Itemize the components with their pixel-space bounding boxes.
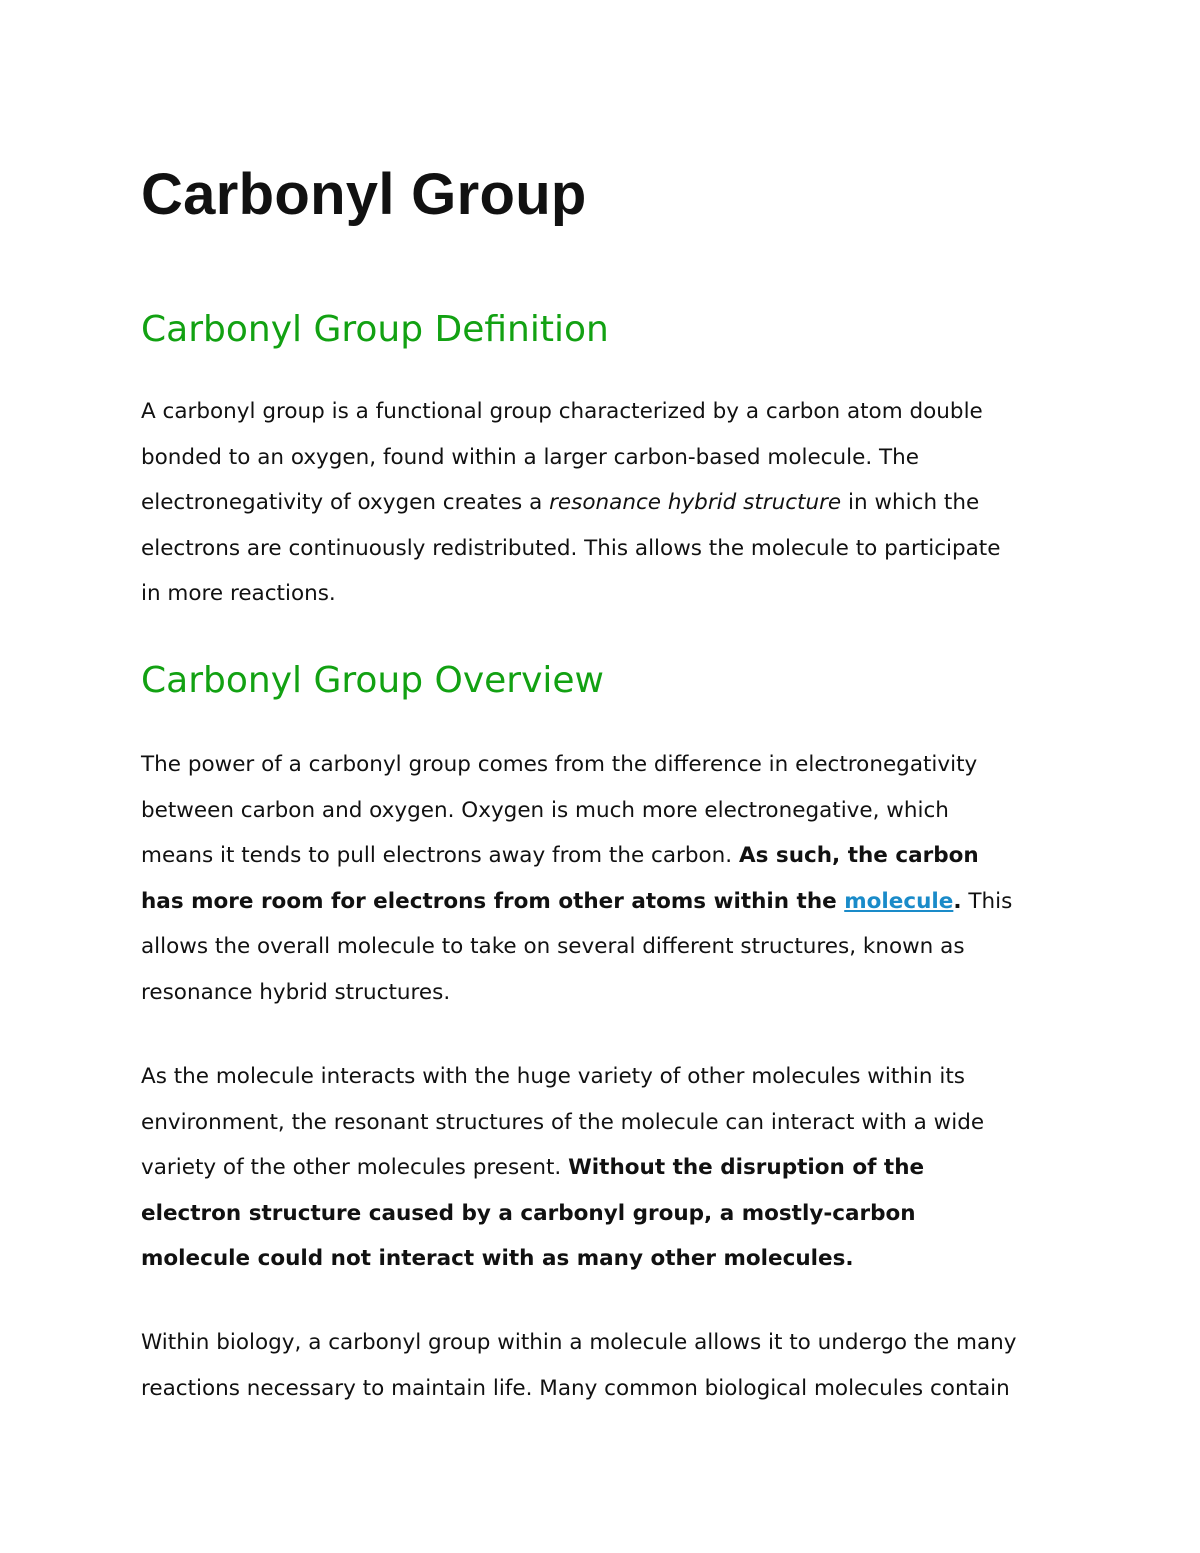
bold-text: . bbox=[953, 888, 962, 914]
paragraph-line: A carbonyl group is a functional group characterized by a carbon atom double bbox=[141, 399, 983, 424]
bold-text: Without the disruption of the bbox=[568, 1155, 925, 1180]
paragraph-line: The power of a carbonyl group comes from the difference in electronegativity bbox=[141, 752, 978, 777]
paragraph-line: between carbon and oxygen. Oxygen is much more electronegative, which bbox=[141, 797, 949, 823]
page-title: Carbonyl Group bbox=[141, 162, 587, 227]
paragraph-line: Within biology, a carbonyl group within a molecule allows it to undergo the many bbox=[141, 1330, 1017, 1355]
bold-text: As such, the carbon bbox=[738, 843, 979, 868]
paragraph-line bbox=[141, 480, 1071, 526]
text-run: variety of the other molecules present. bbox=[141, 1155, 569, 1180]
paragraph-line: electron structure caused by a carbonyl group, a mostly-carbon bbox=[141, 1200, 916, 1226]
overview-paragraph-3 bbox=[141, 1320, 1071, 1411]
paragraph-line: reactions necessary to maintain life. Many common biological molecules contain bbox=[141, 1375, 1010, 1401]
text-run: means it tends to pull electrons away from the carbon. bbox=[141, 843, 739, 868]
paragraph-line: resonance hybrid structures. bbox=[141, 979, 451, 1005]
paragraph-line bbox=[141, 833, 1071, 879]
text-run: in which the bbox=[841, 490, 980, 515]
paragraph-line: environment, the resonant structures of the molecule can interact with a wide bbox=[141, 1109, 985, 1135]
overview-paragraph-2 bbox=[141, 1054, 1071, 1282]
paragraph-line: As the molecule interacts with the huge variety of other molecules within its bbox=[141, 1064, 965, 1089]
paragraph-line: bonded to an oxygen, found within a larger carbon-based molecule. The bbox=[141, 444, 919, 470]
molecule-link[interactable]: molecule bbox=[844, 888, 954, 914]
paragraph-line bbox=[141, 879, 1071, 925]
paragraph-line: electrons are continuously redistributed. This allows the molecule to participate bbox=[141, 535, 1001, 561]
paragraph-line: molecule could not interact with as many other molecules. bbox=[141, 1246, 854, 1271]
paragraph-line: allows the overall molecule to take on several different structures, known as bbox=[141, 934, 965, 959]
section-heading-definition: Carbonyl Group Definition bbox=[141, 309, 609, 350]
emphasized-term: resonance hybrid structure bbox=[549, 490, 842, 515]
paragraph-line bbox=[141, 1145, 1071, 1191]
overview-paragraph-1 bbox=[141, 742, 1071, 1015]
text-run: This bbox=[961, 888, 1013, 914]
text-run: electronegativity of oxygen creates a bbox=[141, 490, 550, 515]
bold-text: has more room for electrons from other atoms within the bbox=[141, 888, 845, 914]
section-heading-overview: Carbonyl Group Overview bbox=[141, 660, 604, 701]
definition-paragraph bbox=[141, 389, 1071, 617]
paragraph-line: in more reactions. bbox=[141, 581, 336, 606]
